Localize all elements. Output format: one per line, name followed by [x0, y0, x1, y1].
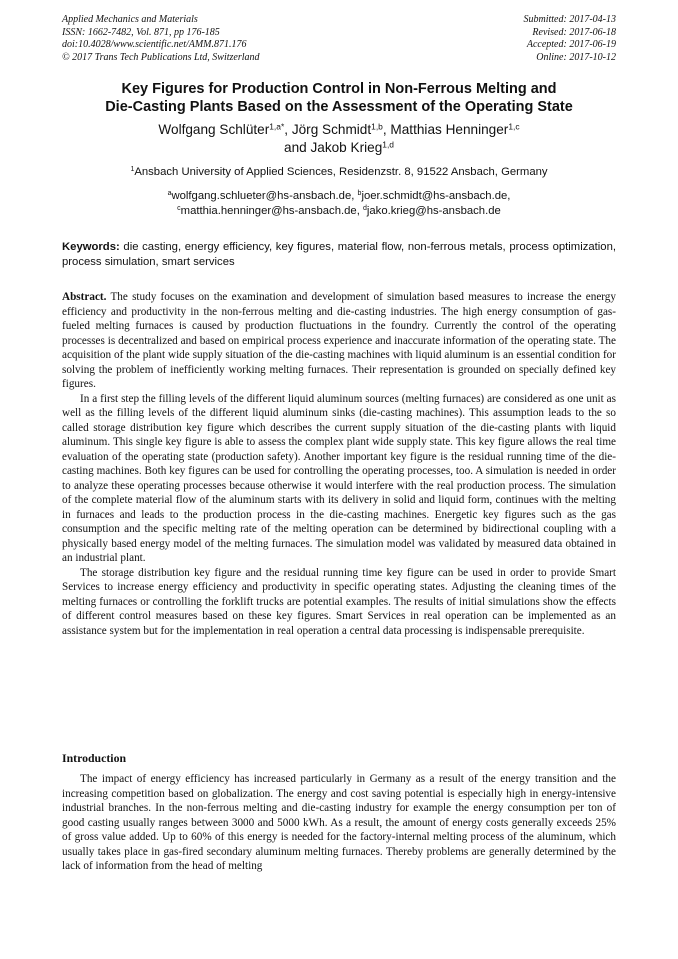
email-list	[62, 189, 616, 218]
journal-info	[62, 14, 260, 64]
author-line-2	[62, 139, 616, 157]
email-sup: d	[362, 204, 367, 212]
author-name: Jörg Schmidt	[291, 122, 372, 137]
email-line-1	[62, 189, 616, 204]
issn-volume: ISSN: 1662-7482, Vol. 871, pp 176-185	[62, 26, 220, 38]
accepted-date: Accepted: 2017-06-19	[526, 39, 616, 51]
keywords-label: Keywords:	[62, 241, 120, 253]
author-list	[62, 121, 616, 156]
abstract-label: Abstract.	[62, 291, 107, 303]
email-sep: ,	[356, 204, 363, 217]
introduction-paragraph: The impact of energy efficiency has increased particularly in Germany as a result of the energy transition and the increasing competition based on globalization. The energy and cost saving potential is especially high in energy-intensive industrial branches. In the non-ferrous melting and die-casting industry for example the energy consumption per ton of good casting usually ranges between 3000 and 5000 kWh. As a result, the amount of energy costs generally exceeds 25% of gross value added. Up to 60% of this energy is needed for the factory-internal melting process of the aluminum, which usually takes place in gas-fired secondary aluminum melting furnaces. Thereby problems are generally determined by the lack of information from the head of melting	[62, 773, 616, 872]
email-sup: a	[167, 190, 172, 198]
author-name: Wolfgang Schlüter	[158, 122, 270, 137]
affiliation	[62, 165, 616, 179]
author-sup: 1,d	[382, 138, 394, 149]
abstract-paragraph: The storage distribution key figure and the residual running time key figure can be used in order to provide Smart Services to increase energy efficiency and productivity in specific operating states. Adjusting the cleaning times of the melting furnaces or controlling the forklift trucks are potential examples. The results of initial simulations show the effects of different control measures based on these key figures. Smart Services in real operation can be implemented as an assistance system but for the implementation in real operation a central data processing is indispensable prerequisite.	[62, 566, 616, 637]
author-sup: 1,a*	[269, 121, 285, 132]
author-sep: ,	[382, 122, 391, 137]
paper-title	[62, 80, 616, 116]
online-date: Online: 2017-10-12	[536, 51, 616, 63]
title-line-1: Key Figures for Production Control in Non-Ferrous Melting and	[121, 81, 557, 97]
submission-dates	[524, 14, 617, 64]
introduction-body	[62, 772, 616, 874]
author-sep: ,	[284, 122, 292, 137]
email-sep: ,	[507, 190, 511, 202]
author-sup: 1,b	[371, 121, 383, 132]
author-name: and Jakob Krieg	[284, 139, 383, 155]
abstract-paragraph	[62, 290, 616, 392]
author-name: Matthias Henninger	[390, 122, 509, 137]
abstract-text: The study focuses on the examination and development of simulation based measures to increase the energy efficiency and productivity in the non-ferrous melting and die-casting industries. The high energy consumption of gas-fueled melting furnaces is caused by production fluctuations in the foundry. Currently the control of the operating processes is decentralized and based on empirical process experience and inaccurate information of the operating state. The acquisition of the plant wide supply situation of the die-casting machines with liquid aluminum is an essential condition for solving the problem of inefficiently working melting furnaces. Their representation is grounded on specially defined key figures.	[62, 291, 616, 390]
email-sup: b	[357, 190, 362, 198]
affiliation-text: Ansbach University of Applied Sciences, Residenzstr. 8, 91522 Ansbach, Germany	[134, 166, 548, 178]
keywords-text: die casting, energy efficiency, key figures, material flow, non-ferrous metals, process optimization, process simulation, smart services	[62, 241, 616, 268]
journal-name: Applied Mechanics and Materials	[62, 14, 198, 25]
email-line-2	[62, 204, 616, 219]
abstract	[62, 290, 616, 638]
revised-date: Revised: 2017-06-18	[532, 26, 616, 38]
submitted-date: Submitted: 2017-04-13	[523, 14, 616, 25]
email-address[interactable]: wolfgang.schlueter@hs-ansbach.de	[171, 190, 352, 202]
doi: doi:10.4028/www.scientific.net/AMM.871.176	[62, 39, 247, 51]
abstract-paragraph: In a first step the filling levels of the different liquid aluminum sources (melting furnaces) are considered as one unit as well as the filling levels of the different liquid aluminum sinks (die-casting machines). This assumption leads to the so called storage distribution key figure which describes the current supply situation of the die-casting plants with liquid aluminum. This single key figure is able to assess the complex plant wide supply state. This key figure allows the real time evaluation of the operating state (production safety). Another important key figure is the residual running time of the die-casting machines. Both key figures can be used for controlling the operating processes, too. A simulation is needed in order to analyze these operating processes because otherwise it would interfere with the real production process. The simulation of the complete material flow of the aluminum starts with its delivery in solid and liquid form, continues with the melting in furnaces and leads to the production process in the die-casting machines. Energetic key figures such as the gas consumption and the specific melting rate of the melting operation can be determined by bidirectional coupling with a physically based energy model of the melting furnaces. The simulation model was validated by measured data obtained in an industrial plant.	[62, 392, 616, 564]
keywords	[62, 240, 616, 269]
author-sup: 1,c	[508, 121, 520, 132]
author-line-1	[62, 121, 616, 139]
email-sep: ,	[351, 190, 358, 202]
affiliation-sup: 1	[130, 166, 135, 174]
email-address[interactable]: joer.schmidt@hs-ansbach.de	[361, 190, 508, 202]
title-line-2: Die-Casting Plants Based on the Assessment of the Operating State	[105, 99, 573, 115]
copyright: © 2017 Trans Tech Publications Ltd, Switzerland	[62, 51, 260, 63]
email-address[interactable]: matthia.henninger@hs-ansbach.de	[180, 204, 357, 217]
email-address[interactable]: jako.krieg@hs-ansbach.de	[366, 204, 501, 217]
section-heading-introduction: Introduction	[62, 751, 127, 765]
email-sup: c	[177, 204, 181, 212]
